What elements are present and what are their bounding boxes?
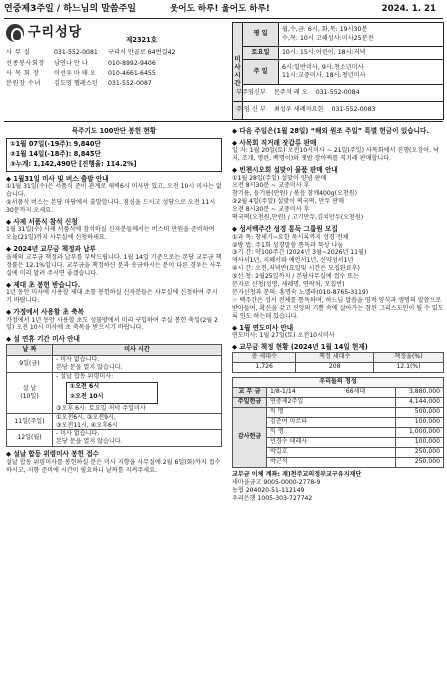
table-row: 1,726 208 12.1(%) [233, 362, 444, 372]
notice-heading: ◆ 빈첸시오회 설맞이 물품 판매 안내 [232, 165, 338, 174]
mass-schedule [232, 22, 444, 120]
contact-row: 분원장 수녀 김도영 헬레스틴 031-552-0087 [6, 80, 152, 88]
table-row: 교 무 금 1/8-1/14 66세대 3,880,000 [233, 387, 444, 397]
notice-body: ①1월 28일(주일) 설맞이 양념 판매 오전 8시30분 ~ 교중미사 후 참기름, 들기름(만원) / 볶음 참깨400g(오천원) ②2월 4일(주일) 설맞이 떡국떡, 만두 판매 오전 8시30분 ~ 교중미사 후 떡국떡(오천원,만원) / 고기만두,김치만두(오천원) [232, 174, 364, 222]
table-row: 박근석 250,000 [233, 457, 444, 467]
contact-row: 사 무 실 031-552-0081 구리시 안골로 64번길42 [6, 49, 176, 57]
divider [4, 18, 443, 19]
divider [4, 121, 443, 122]
notice-heading: ◆ 제대 초 봉헌 받습니다. [6, 280, 81, 289]
motto: 웃어도 하루! 울어도 하루! [169, 4, 270, 15]
mass-row-weekday: 평 일 월,수,금: 6시, 화,목: 19시30분 수,목: 10시 고해성사:미사25분전 [243, 23, 443, 47]
notice-body: 가정에서 1년 동안 사용할 초도 성물방에서 미리 구입하여 주실 봉헌 축일(2월 2일) 오전 10시 미사에 초 축복을 받으시기 바랍니다. [6, 316, 218, 332]
rosary-stats: ①1월 07일(-19주): 9,840단 ②1월 14일(-18주): 8,845단 ③누계: 1,142,490단 [진행율: 114.2%] [6, 138, 222, 172]
notice-body: 일 자: 1월 20일(토) 오전10시미사 ~ 21일(주일) 사목회에서 진행(오징어, 낙지, 조개, 명란, 백명이)와 잿밤 장아찌를 직거래 판매합니다. [232, 147, 439, 163]
church-logo-icon [6, 24, 24, 42]
right-column [232, 124, 444, 503]
notice-body: 설날 합동 위령미사를 봉헌하실 분은 미사 지향을 사무실에 2월 6일(화)까지 접수하시고, 지향 준비에 시간이 필요하니 날짜를 지켜주세요. [6, 458, 221, 474]
table-row: 익 명 1,000,000 [233, 427, 444, 437]
mass-side-label: 미 사 시 간 [233, 23, 243, 119]
notice-heading: ◆ 2024년 교무금 책정과 납부 [6, 245, 96, 254]
rosary-title: 묵주기도 100만단 봉헌 현황 [71, 127, 157, 135]
mass-row-sunday: 주 일 6시:일반미사, 9시:청소년미사 11시:교중미사, 18시:청년미사 [243, 60, 443, 85]
holiday-mass-table [6, 344, 222, 447]
table-header: 우리들의 정성 [233, 377, 444, 387]
staff-row: 주 임 신 부 최성우 세례자요한 031-552-0083 [236, 106, 376, 114]
table-header: 날 짜 미사 시간 [7, 344, 222, 355]
table-row: 설 날 (10일) - 설날 합동 위령미사: ①오전 6시 ②오전 10시 ③오후 6시: 토요일 저녁 주일미사 [7, 372, 222, 413]
pledge-count-table [232, 352, 444, 373]
notice-heading: ◆ 가정에서 사용할 초 축복 [6, 307, 84, 316]
notice-heading: ◆ 1월 연도미사 안내 [232, 323, 294, 332]
table-row: 김준여 마르타 100,000 [233, 417, 444, 427]
mass-row-saturday: 토요일 10시: 15시:어린이, 18시:저녁 [243, 47, 443, 60]
parish-name: 구리성당 [28, 24, 83, 40]
staff-row: 부주임신부 문주석 레 오 031-552-0084 [233, 85, 443, 102]
notice-body: 1월 31일(수) 사제 서품식에 참석하실 신자분들께서는 버스비 만원을 준비하여 오늘(21일)까지 사무실에 신청하세요. [6, 226, 215, 242]
notice-heading: ◆ 사제 서품식 참석 신청 [6, 217, 78, 226]
notice-heading: ◆ 교무금 책정 현황 (2024년 1월 14일 현재) [232, 343, 368, 352]
notice-body: ②서품식 버스는 본당 마당에서 출발합니다. 점심을 드시고 성당으로 오전 11시30분까지 오세요. [6, 198, 216, 214]
notice-heading: ◆ 성서백주간 성경 통독 그룹원 모집 [232, 225, 338, 234]
table-header: 총 세대수 책정 세대수 책정율(%) [233, 352, 444, 362]
table-row: 박길호 250,000 [233, 447, 444, 457]
notice-heading: ◆ 설 연휴 기간 미사 안내 [6, 335, 80, 344]
notice-body: 1년 동안 미사에 사용할 제대 초를 봉헌하실 신자분들은 사무실에 신청하여 주시기 바랍니다. [6, 289, 218, 305]
offerings-table [232, 377, 444, 468]
contact-row: 선종봉사회장 남연나 안 나 010-8992-9406 [6, 59, 156, 67]
table-row: 11일(주일) ①오전6시, ②오전9시, ③오전11시, ④오후6시 [7, 413, 222, 430]
notice-body: 올해의 교무금 책정과 납부를 부탁드립니다. 1월 14일 기준으로는 본당 교무금 책정률은 12.1%입니다. 교무금을 책정하신 분과 송금하시는 분이 다른 경우는 사무실에 미리 알려 주시면 좋겠습니다. [6, 253, 222, 277]
issue-number: 제2321호 [126, 36, 158, 44]
notice-heading: ◆ 사목회 직거래 잣갑류 판매 [232, 138, 317, 147]
notice-heading: ◆ 다음 주일은(1월 28일) “해외 원조 주일” 특별 헌금이 있습니다. [232, 127, 429, 135]
bank-accounts: 교무금 이체 계좌: 재)천주교의정부교구유지재단 새마을금고 9005-0000-2778-9 농협 204020-51-112149 우리은행 1005-303-727742 [232, 470, 362, 502]
table-row: 주일헌금 연중제2주일 4,144,000 [233, 397, 444, 407]
week-title: 연중제3주일 / 하느님의 말씀주일 [4, 4, 136, 15]
notice-heading: ◆ 1월31일 미사 및 버스 출발 안내 [6, 174, 109, 183]
table-row: 감사헌금 익 명 500,000 [233, 407, 444, 417]
contact-row: 사 목 회 장 이선우 마 태 오 010-4661-6455 [6, 69, 156, 77]
issue-date: 2024. 1. 21 [381, 4, 436, 15]
left-column [6, 124, 222, 475]
notice-body: ①1월 31일(수)은 서품식 준비 관계로 새벽6시 미사만 있고, 오전 10시 미사는 없습니다. [6, 183, 222, 199]
table-row: 12일(월) - 미사 없습니다. 본당 문을 열지 않습니다. [7, 430, 222, 447]
parish-logo [6, 22, 108, 44]
notice-body: 연도미사: 1월 27일(토) 오전10시미사 [232, 332, 335, 340]
table-row: 9일(금) - 미사 없습니다. 본당 문을 열지 않습니다. [7, 355, 222, 372]
notice-body: ①과 목: 창세기~요한 묵시록까지 성경 전체 ②방 법: 주1회 성경말씀 통독과 묵상 나눔 ③기 간: 약100주간 (2024년 3월~2026년 11월) 역사서1년, 지혜서와 예언서1년, 신약성서1년 ④시 간: 오전,저녁반(요일및 시간은 모집완료후) ⑤신 청: 2월25일까지 / 본당사무실에 접수 또는 문자로 신청(성명, 세례명, 연락처, 모집반) 문자신청과 문의: 홍명숙 노엘라(010-8765-3119) ☞ 백주간은 성서 전체를 통독하며, 하느님 말씀을 영적 양식과 생명의 말씀으로 받아들여, 확신을 갖고 신앙의 기쁨 속에 살아가는 참된 그리스도인이 될 수 있도록 인도 하는데 있습니다. [232, 233, 444, 320]
notice-heading: ◆ 설날 합동 위령미사 봉헌 접수 [6, 450, 99, 459]
table-row: 민경수 데레사 100,000 [233, 437, 444, 447]
top-header [4, 3, 444, 17]
parish-contacts [6, 48, 228, 90]
